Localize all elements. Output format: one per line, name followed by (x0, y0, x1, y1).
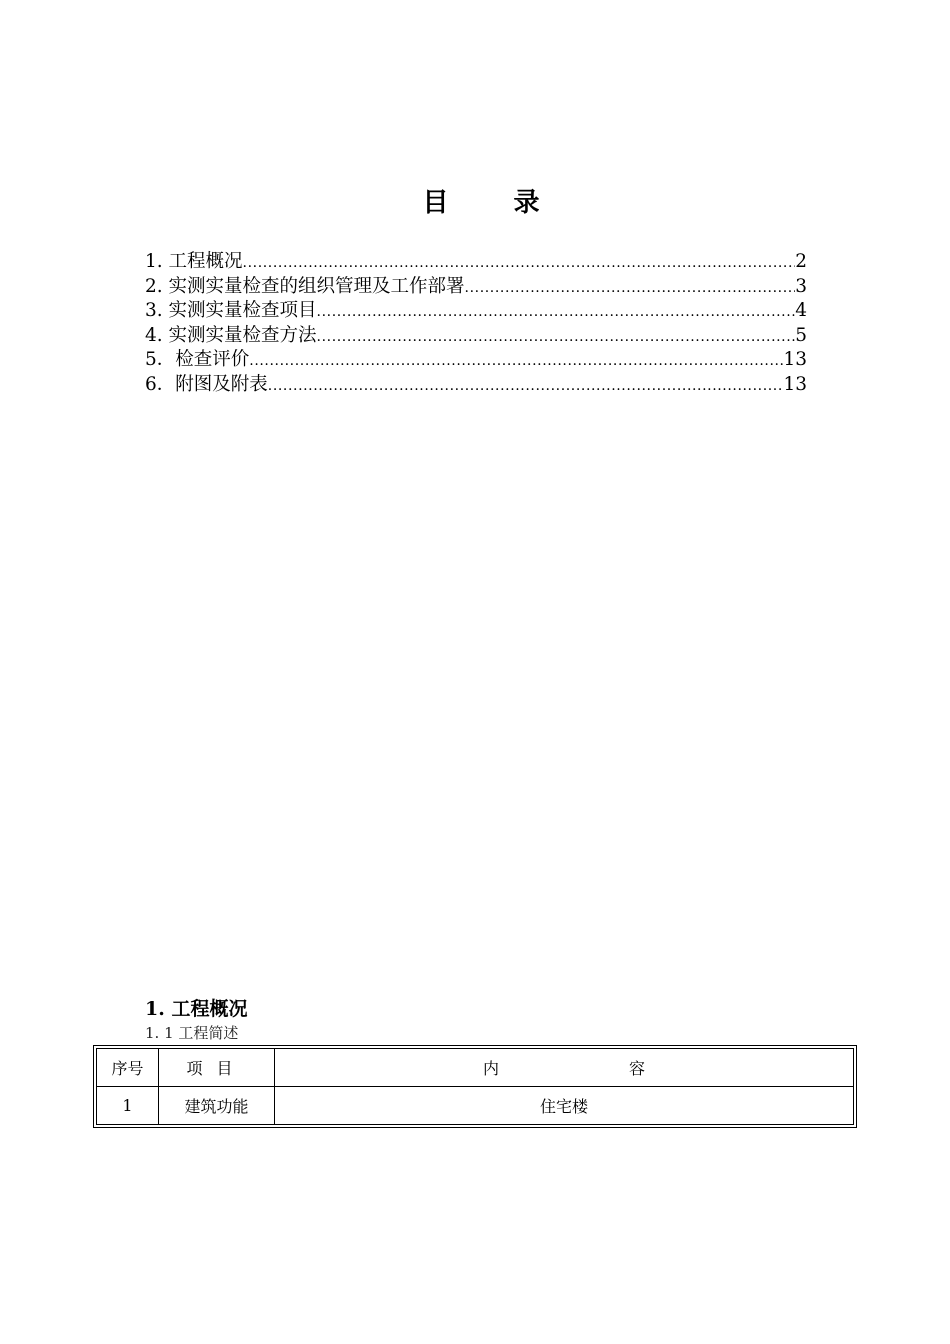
toc-entry-label: 4. 实测实量检查方法 (145, 324, 317, 346)
toc-entry[interactable] (145, 299, 807, 324)
toc-entry-page: 13 (783, 373, 807, 395)
toc-leader (268, 374, 784, 398)
header-cell-item: 项目 (159, 1049, 275, 1087)
table-cell-item: 建筑功能 (159, 1087, 275, 1125)
project-overview-table (93, 1045, 857, 1128)
table-cell-content: 住宅楼 (275, 1087, 854, 1125)
toc-entry-label: 3. 实测实量检查项目 (145, 300, 317, 322)
toc-leader (317, 325, 796, 349)
toc-leader (465, 276, 796, 300)
toc-entry[interactable] (145, 275, 807, 300)
table-cell-index: 1 (97, 1087, 159, 1125)
toc-leader (249, 349, 783, 373)
header-cell-content: 内容 (275, 1049, 854, 1087)
toc-entry[interactable] (145, 324, 807, 349)
table-of-contents (145, 250, 807, 398)
toc-entry-label: 6．附图及附表 (145, 373, 268, 395)
toc-entry[interactable] (145, 348, 807, 373)
toc-entry-label: 2. 实测实量检查的组织管理及工作部署 (145, 275, 465, 297)
toc-entry-page: 4 (795, 300, 807, 322)
toc-leader (317, 300, 796, 324)
toc-entry-label: 1. 工程概况 (145, 251, 243, 272)
table-header-row (97, 1049, 854, 1087)
section-heading: 1. 工程概况 (145, 998, 248, 1020)
overview-table (96, 1048, 854, 1125)
toc-entry-label: 5．检查评价 (145, 349, 250, 371)
toc-entry[interactable] (145, 250, 807, 275)
subsection-heading: 1. 1 工程简述 (145, 1024, 239, 1042)
toc-entry-page: 3 (795, 275, 807, 297)
table-row (97, 1087, 854, 1125)
header-cell-index: 序号 (97, 1049, 159, 1087)
toc-leader (243, 251, 796, 275)
toc-title: 目 录 (422, 188, 568, 218)
toc-entry-page: 5 (795, 324, 807, 346)
toc-entry[interactable] (145, 373, 807, 398)
toc-entry-page: 2 (795, 251, 807, 272)
toc-entry-page: 13 (783, 349, 807, 371)
